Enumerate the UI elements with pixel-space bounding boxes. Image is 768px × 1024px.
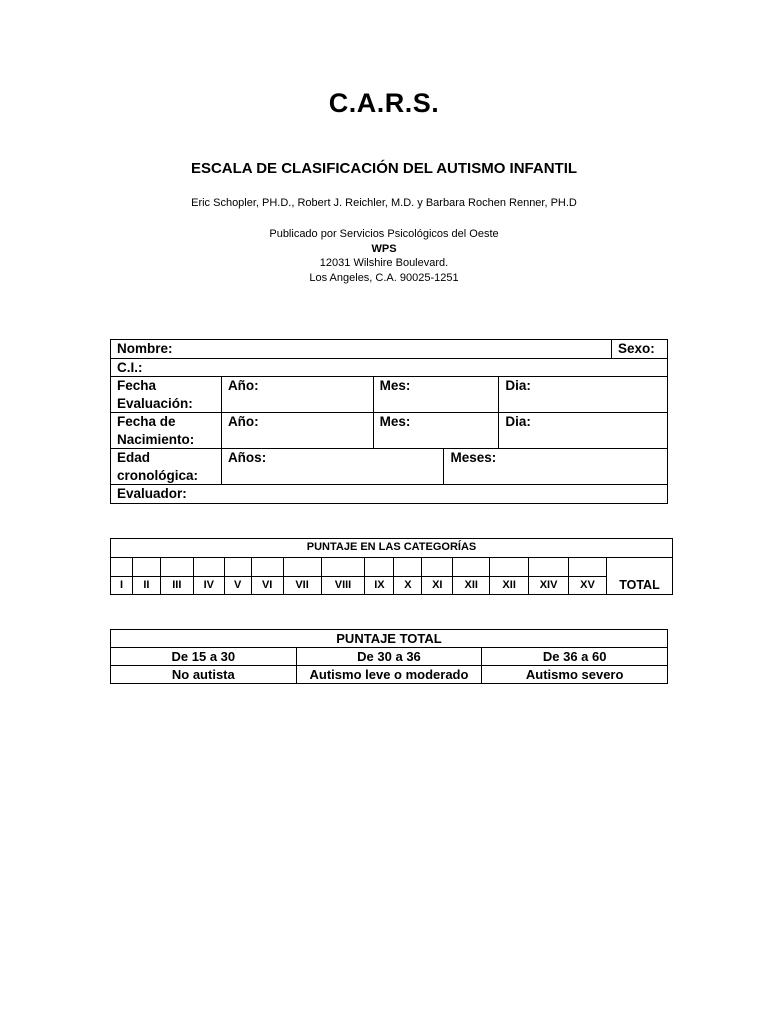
edad-meses-field[interactable]	[444, 449, 668, 485]
score-cell-vii[interactable]	[283, 558, 321, 577]
category-label: III	[160, 577, 193, 595]
nombre-field[interactable]	[111, 340, 612, 359]
score-cell-viii[interactable]	[321, 558, 365, 577]
evaluador-label: Evaluador:	[117, 486, 187, 501]
category-title: PUNTAJE EN LAS CATEGORÍAS	[111, 539, 673, 558]
nombre-label: Nombre:	[117, 341, 173, 356]
fecha-evaluacion-label	[111, 377, 222, 413]
category-label: XII	[453, 577, 490, 595]
edad-label	[111, 449, 222, 485]
score-result: No autista	[111, 666, 297, 684]
document-title: C.A.R.S.	[328, 88, 440, 118]
score-result-row	[111, 666, 668, 684]
category-label: XI	[422, 577, 453, 595]
fecha-nacimiento-label-line1: Fecha de	[117, 414, 176, 429]
category-label: XII	[490, 577, 529, 595]
category-label-row	[111, 577, 673, 595]
category-label: XIV	[529, 577, 569, 595]
nombre-row	[111, 340, 668, 359]
score-cell-xiv[interactable]	[529, 558, 569, 577]
score-cell-iv[interactable]	[193, 558, 224, 577]
category-label: VII	[283, 577, 321, 595]
address-line-2: Los Angeles, C.A. 90025-1251	[309, 271, 459, 284]
score-range: De 30 a 36	[296, 648, 482, 666]
sexo-label: Sexo:	[617, 341, 655, 356]
score-cell-v[interactable]	[224, 558, 251, 577]
publisher-line: Publicado por Servicios Psicológicos del Oeste	[269, 228, 499, 240]
score-result: Autismo severo	[482, 666, 668, 684]
category-label: I	[111, 577, 133, 595]
fecha-evaluacion-label-line2: Evaluación:	[117, 395, 193, 411]
total-score-table	[110, 629, 668, 684]
edad-meses-label: Meses:	[450, 450, 497, 465]
category-label: V	[224, 577, 251, 595]
score-cell-ii[interactable]	[132, 558, 160, 577]
total-score-title-row	[111, 630, 668, 648]
eval-mes-field[interactable]	[373, 377, 499, 413]
score-range: De 36 a 60	[482, 648, 668, 666]
nac-mes-label: Mes:	[379, 414, 411, 429]
category-total-cell[interactable]: TOTAL	[606, 558, 672, 595]
score-cell-x[interactable]	[394, 558, 422, 577]
score-cell-vi[interactable]	[251, 558, 283, 577]
eval-ano-field[interactable]	[221, 377, 373, 413]
evaluador-field[interactable]	[111, 485, 668, 504]
score-range-row	[111, 648, 668, 666]
address-line-1: 12031 Wilshire Boulevard.	[319, 257, 449, 269]
score-cell-xiii[interactable]	[490, 558, 529, 577]
eval-dia-field[interactable]	[499, 377, 668, 413]
category-title-row	[111, 539, 673, 558]
total-score-title: PUNTAJE TOTAL	[111, 630, 668, 648]
fecha-evaluacion-label-line1: Fecha	[117, 378, 157, 393]
ci-row	[111, 358, 668, 377]
score-cell-i[interactable]	[111, 558, 133, 577]
edad-anos-field[interactable]	[221, 449, 444, 485]
authors-line: Eric Schopler, PH.D., Robert J. Reichler, M.D. y Barbara Rochen Renner, PH.D	[191, 197, 577, 209]
edad-row	[111, 449, 668, 485]
ci-field[interactable]	[111, 358, 668, 377]
eval-dia-label: Dia:	[505, 378, 531, 393]
score-range: De 15 a 30	[111, 648, 297, 666]
category-scores-table	[110, 538, 673, 595]
fecha-nacimiento-row	[111, 413, 668, 449]
category-label: XV	[569, 577, 607, 595]
edad-label-line2: cronológica:	[117, 467, 199, 483]
score-cell-xv[interactable]	[569, 558, 607, 577]
nac-dia-label: Dia:	[505, 414, 531, 429]
category-label: IX	[365, 577, 394, 595]
score-cell-xi[interactable]	[422, 558, 453, 577]
document-subtitle: ESCALA DE CLASIFICACIÓN DEL AUTISMO INFANTIL	[190, 160, 578, 177]
score-cell-iii[interactable]	[160, 558, 193, 577]
score-cell-xii[interactable]	[453, 558, 490, 577]
patient-info-table	[110, 339, 668, 504]
category-label: VI	[251, 577, 283, 595]
publisher-block	[0, 227, 768, 285]
nac-ano-field[interactable]	[221, 413, 373, 449]
nac-mes-field[interactable]	[373, 413, 499, 449]
category-label: VIII	[321, 577, 365, 595]
eval-ano-label: Año:	[227, 378, 259, 393]
category-label: II	[132, 577, 160, 595]
nac-dia-field[interactable]	[499, 413, 668, 449]
nac-ano-label: Año:	[227, 414, 259, 429]
fecha-nacimiento-label-line2: Nacimiento:	[117, 431, 195, 447]
category-label: X	[394, 577, 422, 595]
fecha-nacimiento-label	[111, 413, 222, 449]
fecha-evaluacion-row	[111, 377, 668, 413]
sexo-field[interactable]	[611, 340, 667, 359]
category-score-row	[111, 558, 673, 577]
publisher-abbr: WPS	[371, 242, 397, 255]
score-result: Autismo leve o moderado	[296, 666, 482, 684]
evaluador-row	[111, 485, 668, 504]
score-cell-ix[interactable]	[365, 558, 394, 577]
edad-anos-label: Años:	[227, 450, 267, 465]
ci-label: C.I.:	[117, 359, 143, 375]
eval-mes-label: Mes:	[379, 378, 411, 393]
category-label: IV	[193, 577, 224, 595]
edad-label-line1: Edad	[117, 450, 151, 465]
